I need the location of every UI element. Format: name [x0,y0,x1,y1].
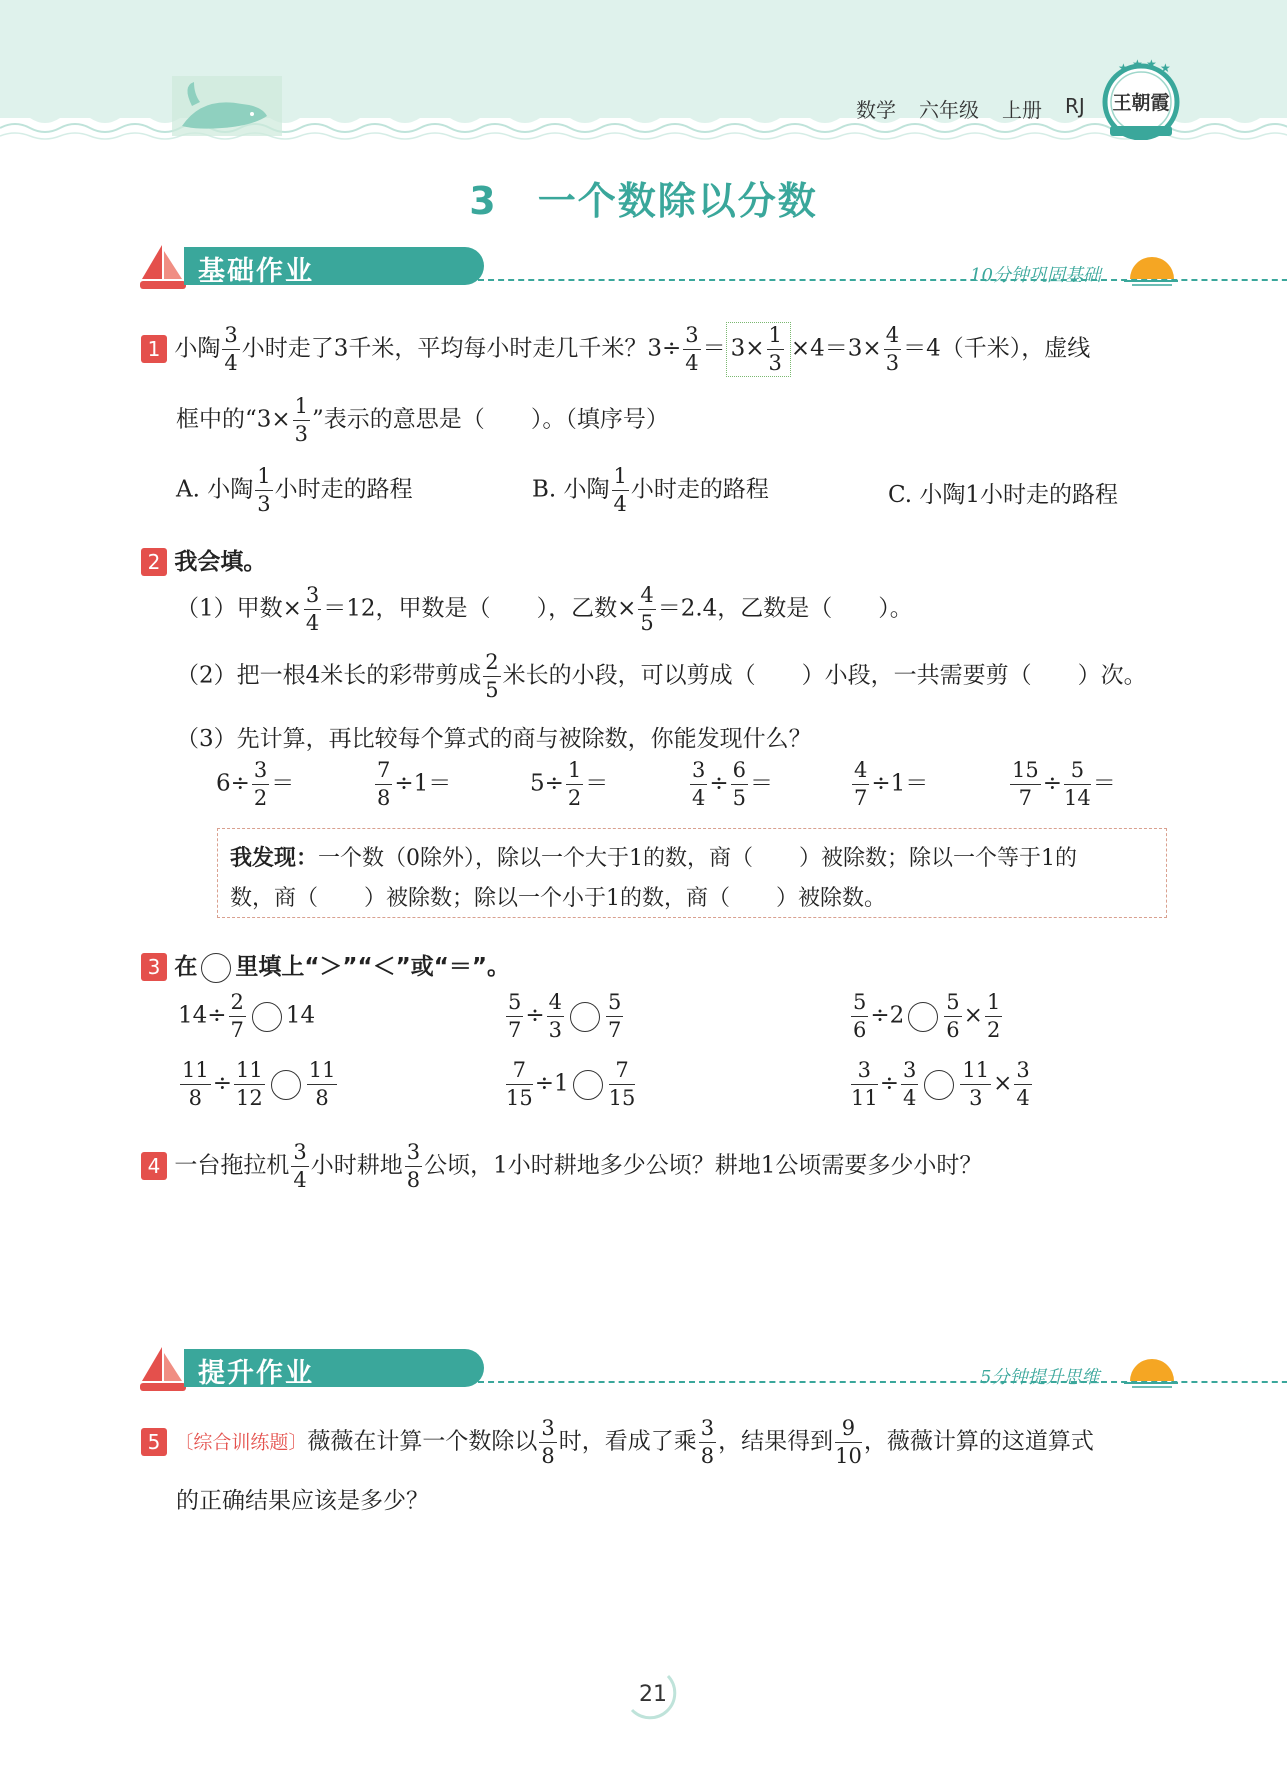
calc-item-4[interactable]: $\frac{3}{4}$ ÷ $\frac{6}{5}$ ＝ [692,758,774,810]
section-basic-note: 10分钟巩固基础 [970,265,1101,286]
question-4-number: 4 [141,1152,167,1180]
question-1-line-1: 1 小陶 $\frac{3}{4}$ 小时走了3千米，平均每小时走几千米？3÷ $\frac{3}{4}$ ＝ 3× $\frac{1}{3}$ ×4＝3× $\frac{4}{3}$ ＝4（千米），虚线 [141,322,1090,377]
compare-item-4: $\frac{11}{8}$ ÷ $\frac{11}{12}$ $\frac{11}{8}$ [182,1058,336,1110]
section-basic-banner [138,243,1178,293]
svg-text:★: ★ [1160,61,1171,75]
question-1-option-b[interactable]: B. 小陶 $\frac{1}{4}$ 小时走的路程 [532,464,769,516]
compare-circle-2[interactable] [570,1002,600,1032]
question-5-tag: 〔综合训练题〕 [174,1431,308,1454]
compare-circle-4[interactable] [271,1070,301,1100]
discovery-line-2: 数，商（ ）被除数；除以一个小于1的数，商（ ）被除数。 [230,886,887,911]
compare-circle-3[interactable] [908,1002,938,1032]
question-3-number: 3 [141,953,167,981]
compare-circle-1[interactable] [252,1002,282,1032]
section-advanced-label: 提升作业 [198,1358,314,1389]
question-2-title: 2 我会填。 [141,543,266,576]
svg-text:★: ★ [1146,58,1157,71]
section-advanced-banner [138,1345,1178,1395]
discovery-line-1: 我发现：一个数（0除外），除以一个大于1的数，商（ ）被除数；除以一个等于1的 [230,846,1078,871]
calc-item-6[interactable]: $\frac{15}{7}$ ÷ $\frac{5}{14}$ ＝ [1012,758,1116,810]
question-4-answer-area[interactable] [176,1200,1166,1330]
circle-icon [201,953,231,983]
compare-item-2: $\frac{5}{7}$ ÷ $\frac{4}{3}$ $\frac{5}{7}$ [508,990,622,1042]
question-5-answer-area[interactable] [176,1530,1166,1660]
compare-item-5: $\frac{7}{15}$ ÷1 $\frac{7}{15}$ [506,1058,636,1110]
question-5-line-1: 5 〔综合训练题〕薇薇在计算一个数除以 $\frac{3}{8}$ 时，看成了乘 $\frac{3}{8}$ ，结果得到 $\frac{9}{10}$ ，薇薇计算的这道算式 [141,1418,1094,1467]
whale-icon [172,76,282,136]
question-2-part-2: （2）把一根4米长的彩带剪成 $\frac{2}{5}$ 米长的小段，可以剪成（ ）小段，一共需要剪（ ）次。 [176,650,1147,702]
question-1-number: 1 [141,335,167,363]
sailboat-icon [138,1345,188,1393]
sunset-icon [1122,1353,1180,1389]
dashed-box-expression: 3× $\frac{1}{3}$ [726,322,791,377]
discovery-box [217,828,1167,918]
compare-item-3: $\frac{5}{6}$ ÷2 $\frac{5}{6}$ × $\frac{1}{2}$ [853,990,1001,1042]
section-basic-label: 基础作业 [198,256,314,287]
question-5-number: 5 [141,1428,167,1456]
question-4: 4 一台拖拉机 $\frac{3}{4}$ 小时耕地 $\frac{3}{8}$ 公顷，1小时耕地多少公顷？耕地1公顷需要多少小时？ [141,1142,982,1191]
svg-text:★: ★ [1118,61,1129,75]
compare-item-1: 14÷ $\frac{2}{7}$ 14 [178,990,316,1042]
calc-item-1[interactable]: 6÷ $\frac{3}{2}$ ＝ [216,758,295,810]
question-1-option-a[interactable]: A. 小陶 $\frac{1}{3}$ 小时走的路程 [176,464,413,516]
logo-text: 王朝霞 [1112,92,1170,114]
svg-text:★: ★ [1132,58,1143,71]
compare-item-6: $\frac{3}{11}$ ÷ $\frac{3}{4}$ $\frac{11}{3}$ × $\frac{3}{4}$ [851,1058,1030,1110]
question-1-option-c[interactable]: C. 小陶1小时走的路程 [888,482,1119,508]
question-2-part-1: （1）甲数× $\frac{3}{4}$ ＝12，甲数是（ ），乙数× $\frac{4}{5}$ ＝2.4，乙数是（ ）。 [176,583,913,635]
header-grade: 六年级 [919,98,979,122]
sunset-icon [1122,251,1180,287]
compare-circle-6[interactable] [924,1070,954,1100]
page-title: 3 一个数除以分数 [469,179,818,223]
section-advanced-note: 5分钟提升思维 [980,1367,1100,1388]
question-1-line-2: 框中的“3× $\frac{1}{3}$ ”表示的意思是（ ）。（填序号） [176,394,669,446]
calc-item-5[interactable]: $\frac{4}{7}$ ÷1＝ [854,758,929,810]
header-volume: 上册 [1002,98,1042,122]
question-2-number: 2 [141,548,167,576]
question-2-part-3: （3）先计算，再比较每个算式的商与被除数，你能发现什么？ [176,726,812,752]
compare-circle-5[interactable] [573,1070,603,1100]
header-subject: 数学 [856,98,896,122]
page-number-badge [618,1670,688,1720]
question-5-line-2: 的正确结果应该是多少？ [176,1488,429,1514]
brand-logo [1100,58,1182,140]
header-edition: RJ [1065,94,1085,118]
question-3-title: 3 在 里填上“＞”“＜”或“＝”。 [141,948,510,983]
calc-item-3[interactable]: 5÷ $\frac{1}{2}$ ＝ [530,758,609,810]
calc-item-2[interactable]: $\frac{7}{8}$ ÷1＝ [377,758,452,810]
sailboat-icon [138,243,188,291]
page-number: 21 [639,1682,667,1707]
